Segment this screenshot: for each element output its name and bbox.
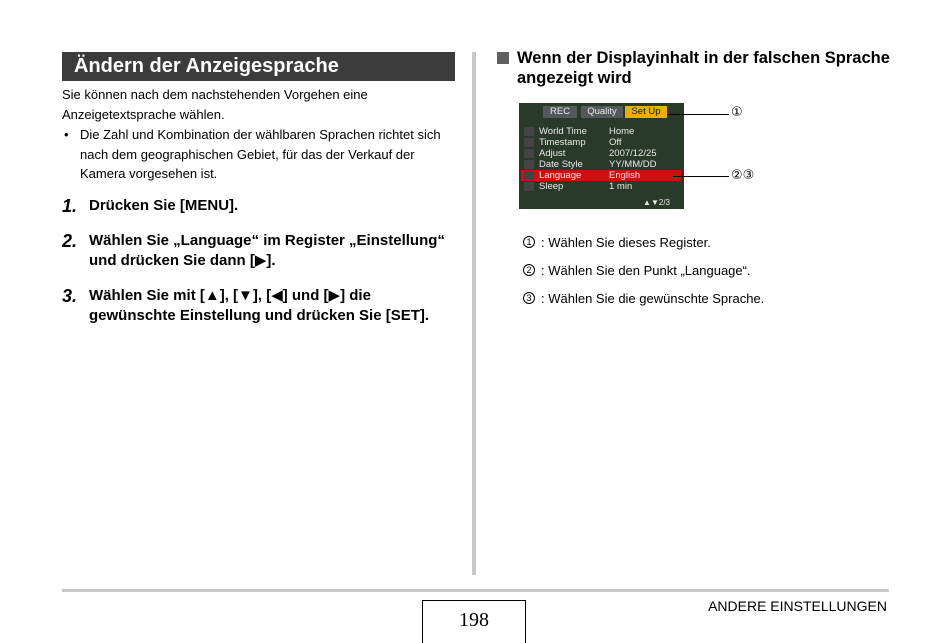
column-divider [472,52,476,575]
screen-menu-row-selected: Language English [521,170,681,181]
left-column [62,52,455,341]
screen-menu-row: Date Style YY/MM/DD [521,159,681,170]
legend-item [523,256,764,284]
legend-text: : Wählen Sie dieses Register. [541,234,711,250]
section-title: Ändern der Anzeigesprache [62,52,455,81]
screen-menu-row: World Time Home [521,126,681,137]
screen-menu-row: Timestamp Off [521,137,681,148]
step-item [62,196,455,216]
camera-screen-image [519,103,684,209]
chapter-label: ANDERE EINSTELLUNGEN [708,598,887,614]
callout-marker-23: ②③ [731,167,755,182]
step-item [62,231,455,271]
bullet-text: Die Zahl und Kombination der wählbaren Sprachen richtet sich nach dem geographischen Gebiet, für das der Verkauf der Kamera vorgesehen ist. [80,127,441,181]
callout-marker-1: ① [731,104,743,119]
screen-tabs [519,106,684,118]
circled-number: 2 [523,264,535,276]
footer-rule [62,589,889,592]
step-number: 3. [62,285,78,306]
step-item [62,286,455,326]
page-number: 198 [422,600,526,643]
legend-item [523,284,764,312]
circled-number: 1 [523,236,535,248]
callout-line-1 [667,114,729,115]
screen-tab-rec: REC [543,106,577,118]
legend-text: : Wählen Sie die gewünschte Sprache. [541,290,765,306]
screen-menu-row: Adjust 2007/12/25 [521,148,681,159]
legend-item [523,228,764,256]
step-text: Wählen Sie „Language“ im Register „Einstellung“ und drücken Sie dann [▶]. [89,231,445,269]
square-bullet-icon [497,52,509,64]
callout-legend [523,228,764,312]
screen-page-indicator: ▲▼2/3 [643,198,670,207]
subsection-heading [497,48,897,88]
intro-text: Sie können nach dem nachstehenden Vorgehen eine Anzeigetextsprache wählen. [62,87,368,122]
screen-tab-setup: Set Up [625,106,667,118]
step-text: Drücken Sie [MENU]. [89,196,239,214]
screen-menu-row: Sleep 1 min [521,181,681,192]
callout-line-23 [673,176,729,177]
legend-text: : Wählen Sie den Punkt „Language“. [541,262,751,278]
circled-number: 3 [523,292,535,304]
right-column [497,48,897,306]
step-list [62,196,455,326]
note-bullet [62,125,455,184]
bullet-dot-icon: • [64,127,69,142]
step-number: 1. [62,195,78,216]
step-number: 2. [62,230,78,251]
screen-tab-quality: Quality [581,106,623,118]
step-text: Wählen Sie mit [▲], [▼], [◀] und [▶] die gewünschte Einstellung und drücken Sie [SET]. [89,286,430,324]
subsection-heading-text: Wenn der Displayinhalt in der falschen Sprache angezeigt wird [517,49,890,87]
